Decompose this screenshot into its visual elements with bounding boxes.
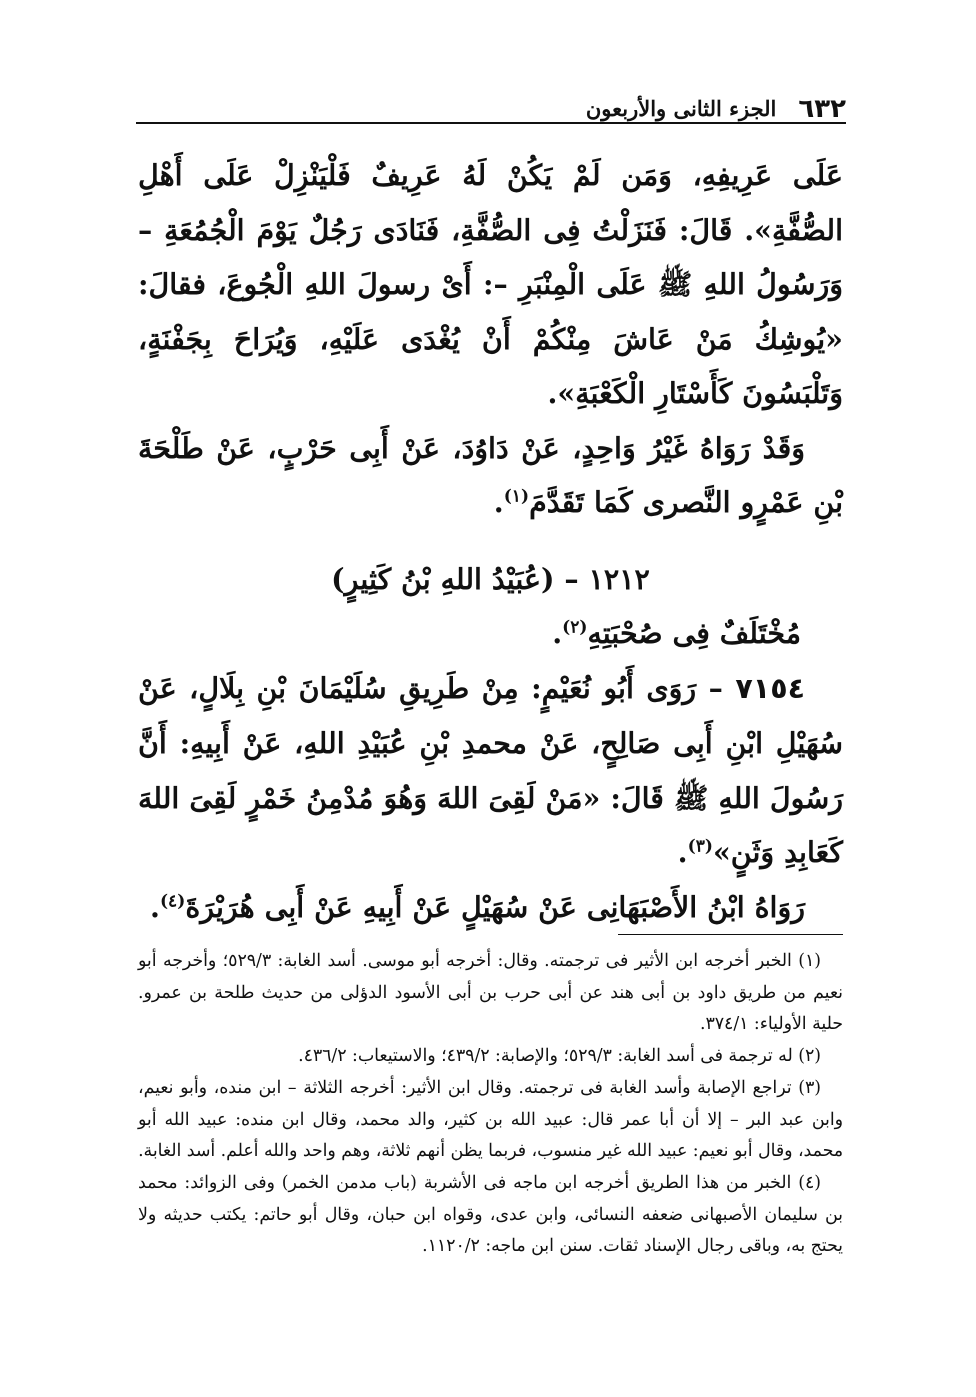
footnotes	[138, 946, 843, 1263]
entry-heading: ١٢١٢ – (عُبَيْدُ اللهِ بْنُ كَثِيرٍ)	[331, 561, 650, 596]
paragraph-4-text: رَوَاهُ ابْنُ الأَصْبَهَانِى عَنْ سُهَيْلٍ عَنْ أَبِيهِ عَنْ أَبِى هُرَيْرَةَ	[185, 889, 805, 924]
hadith-paragraph	[138, 661, 843, 880]
footnote-marker-4: (٤)	[159, 891, 186, 911]
page-header	[130, 84, 846, 124]
footnote-marker-1: (١)	[503, 486, 530, 507]
footnote-4: (٤) الخبر من هذا الطريق أخرجه ابن ماجه فى الأشربة (باب مدمن الخمر) وفى الزوائد: محمد بن سليمان الأصبهانى ضعفه النسائى، وابن عدى، وقواه ابن حبان، وقال أبو حاتم: يكتب حديثه ولا يحتج به، وباقى رجال الإسناد ثقات. سنن ابن ماجه: ١١٢٠/٢.	[138, 1173, 843, 1256]
entry-note-text: مُخْتَلَفٌ فِى صُحْبَتِهِ	[587, 616, 801, 650]
entry-note-end: .	[552, 616, 563, 650]
paragraph-2	[138, 421, 843, 530]
footnote-marker-3: (٣)	[687, 836, 713, 857]
hadith-number: ٧١٥٤	[735, 671, 805, 705]
footnote-2: (٢) له ترجمة فى أسد الغابة: ٥٢٩/٣؛ والإصابة: ٤٣٩/٢؛ والاستيعاب: ٤٣٦/٢.	[298, 1046, 821, 1066]
footnote-marker-2: (٢)	[562, 617, 588, 638]
paragraph-4	[138, 880, 843, 935]
hadith-end: .	[677, 835, 688, 869]
page-number: ٦٣٢	[798, 94, 846, 124]
main-text	[138, 148, 843, 934]
running-title: الجزء الثانى والأربعون	[585, 96, 777, 121]
entry-block	[138, 552, 843, 661]
hadith-text: – رَوَى أَبُو نُعَيْمٍ: مِنْ طَرِيقِ سُلَيْمَانَ بْنِ بِلَالٍ، عَنْ سُهَيْلِ ابْنِ أَبِى صَالِحٍ، عَنْ محمدِ بْنِ عُبَيْدِ اللهِ، عَنْ أَبِيهِ: أَنَّ رَسُولَ اللهِ ﷺ قَالَ: «مَنْ لَقِىَ اللهَ وَهُوَ مُدْمِنُ خَمْرٍ لَقِىَ اللهَ كَعَابِدِ وَثَنٍ»	[138, 670, 843, 869]
paragraph-4-end: .	[150, 889, 160, 924]
header-rule	[136, 122, 846, 124]
entry-note	[138, 606, 843, 661]
footnote-1: (١) الخبر أخرجه ابن الأثير فى ترجمته. وقال: أخرجه أبو موسى. أسد الغابة: ٥٢٩/٣؛ وأخرجه أبو نعيم من طريق داود بن أبى هند عن أبى حرب بن أبى الأسود الدؤلى من حديث طلحة بن عمرو. حلية الأولياء: ٣٧٤/١.	[138, 951, 843, 1034]
footnote-rule	[618, 934, 843, 935]
paragraph-1: عَلَى عَرِيفِهِ، وَمَن لَمْ يَكُنْ لَهُ عَرِيفٌ فَلْيَنْزِلْ عَلَى أَهْلِ الصُّفَّةِ». قَالَ: فَنَزَلْتُ فِى الصُّفَّةِ، فَنَادَى رَجُلٌ يَوْمَ الْجُمُعَةِ – وَرَسُولُ اللهِ ﷺ عَلَى الْمِنْبَرِ –: أَىْ رسولَ اللهِ الْجُوعَ، فقالَ: «يُوشِكُ مَنْ عَاشَ مِنْكُمْ أَنْ يُغْدَى عَلَيْهِ، وَيُرَاحَ بِجَفْنَةٍ، وَتَلْبَسُونَ كَأَسْتَارِ الْكَعْبَةِ».	[138, 158, 843, 410]
paragraph-2-text: وَقَدْ رَوَاهُ غَيْرُ وَاحِدٍ، عَنْ دَاوُدَ، عَنْ أَبِى حَرْبٍ، عَنْ طَلْحَةَ بْنِ عَمْرٍو النَّصرى كَمَا تَقَدَّمَ	[138, 430, 843, 519]
footnote-3: (٣) تراجع الإصابة وأسد الغابة فى ترجمته. وقال ابن الأثير: أخرجه الثلاثة – ابن منده، وأبو نعيم، وابن عبد البر – إلا أن أبا عمر قال: عبيد الله بن كثير، والد محمد، وقال ابن منده: عبيد الله أبو محمد، وقال أبو نعيم: عبيد الله غير منسوب، فربما يظن أنهم ثلاثة، وهم واحد والله أعلم. أسد الغابة.	[138, 1078, 843, 1161]
paragraph-2-end: .	[493, 485, 504, 519]
